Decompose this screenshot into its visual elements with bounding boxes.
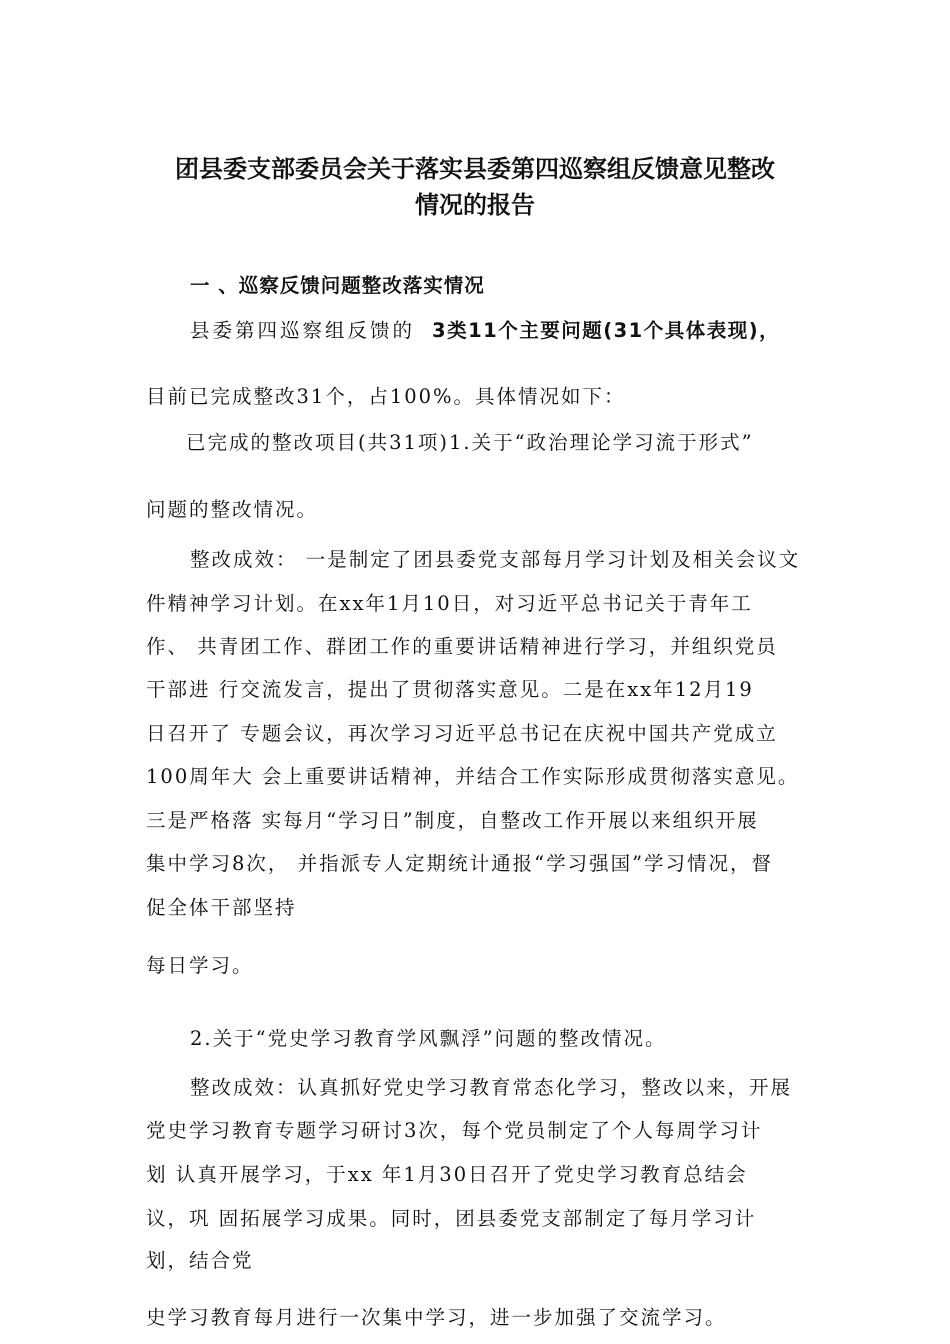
paragraph-line: 划 认真开展学习，于xx 年1月30日召开了党史学习教育总结会 (146, 1163, 748, 1186)
paragraph-line: 日召开了 专题会议，再次学习习近平总书记在庆祝中国共产党成立 (146, 722, 778, 745)
paragraph-line: 2.关于“党史学习教育学风飘浮”问题的整改情况。 (190, 1027, 667, 1050)
paragraph-line: 划，结合党 (146, 1249, 254, 1272)
paragraph-line: 件精神学习计划。在xx年1月10日，对习近平总书记关于青年工 (146, 592, 753, 615)
paragraph-line: 已完成的整改项目(共31项)1.关于“政治理论学习流于形式” (186, 431, 754, 454)
section-heading: 一 、巡察反馈问题整改落实情况 (190, 274, 485, 297)
paragraph-line: 整改成效： 一是制定了团县委党支部每月学习计划及相关会议文 (190, 548, 801, 571)
paragraph-line: 促全体干部坚持 (146, 896, 297, 919)
paragraph-line: 干部进 行交流发言，提出了贯彻落实意见。二是在xx年12月19 (146, 678, 754, 701)
paragraph-line: 三是严格落 实每月“学习日”制度，自整改工作开展以来组织开展 (146, 809, 759, 832)
paragraph-line: 整改成效：认真抓好党史学习教育常态化学习，整改以来，开展 (190, 1076, 793, 1099)
paragraph-line: 集中学习8次， 并指派专人定期统计通报“学习强国”学习情况，督 (146, 852, 774, 875)
paragraph-line: 100周年大 会上重要讲话精神，并结合工作实际形成贯彻落实意见。 (146, 765, 800, 788)
paragraph-line: 党史学习教育专题学习研讨3次，每个党员制定了个人每周学习计 (146, 1119, 763, 1142)
paragraph-line: 每日学习。 (146, 954, 254, 977)
paragraph-line-bold: 3类11个主要问题(31个具体表现)， (432, 319, 781, 342)
paragraph-line: 议，巩 固拓展学习成果。同时，团县委党支部制定了每月学习计 (146, 1207, 757, 1230)
report-title-line-1: 团县委支部委员会关于落实县委第四巡察组反馈意见整改 (175, 155, 775, 183)
paragraph-line: 作、 共青团工作、群团工作的重要讲话精神进行学习，并组织党员 (146, 635, 778, 658)
paragraph-line: 问题的整改情况。 (146, 498, 319, 521)
paragraph-line: 目前已完成整改31个，占100%。具体情况如下： (146, 385, 626, 408)
paragraph-line: 县委第四巡察组反馈的 (190, 319, 416, 342)
report-title-line-2: 情况的报告 (415, 191, 535, 219)
paragraph-line: 史学习教育每月进行一次集中学习，进一步加强了交流学习。 (146, 1306, 727, 1329)
